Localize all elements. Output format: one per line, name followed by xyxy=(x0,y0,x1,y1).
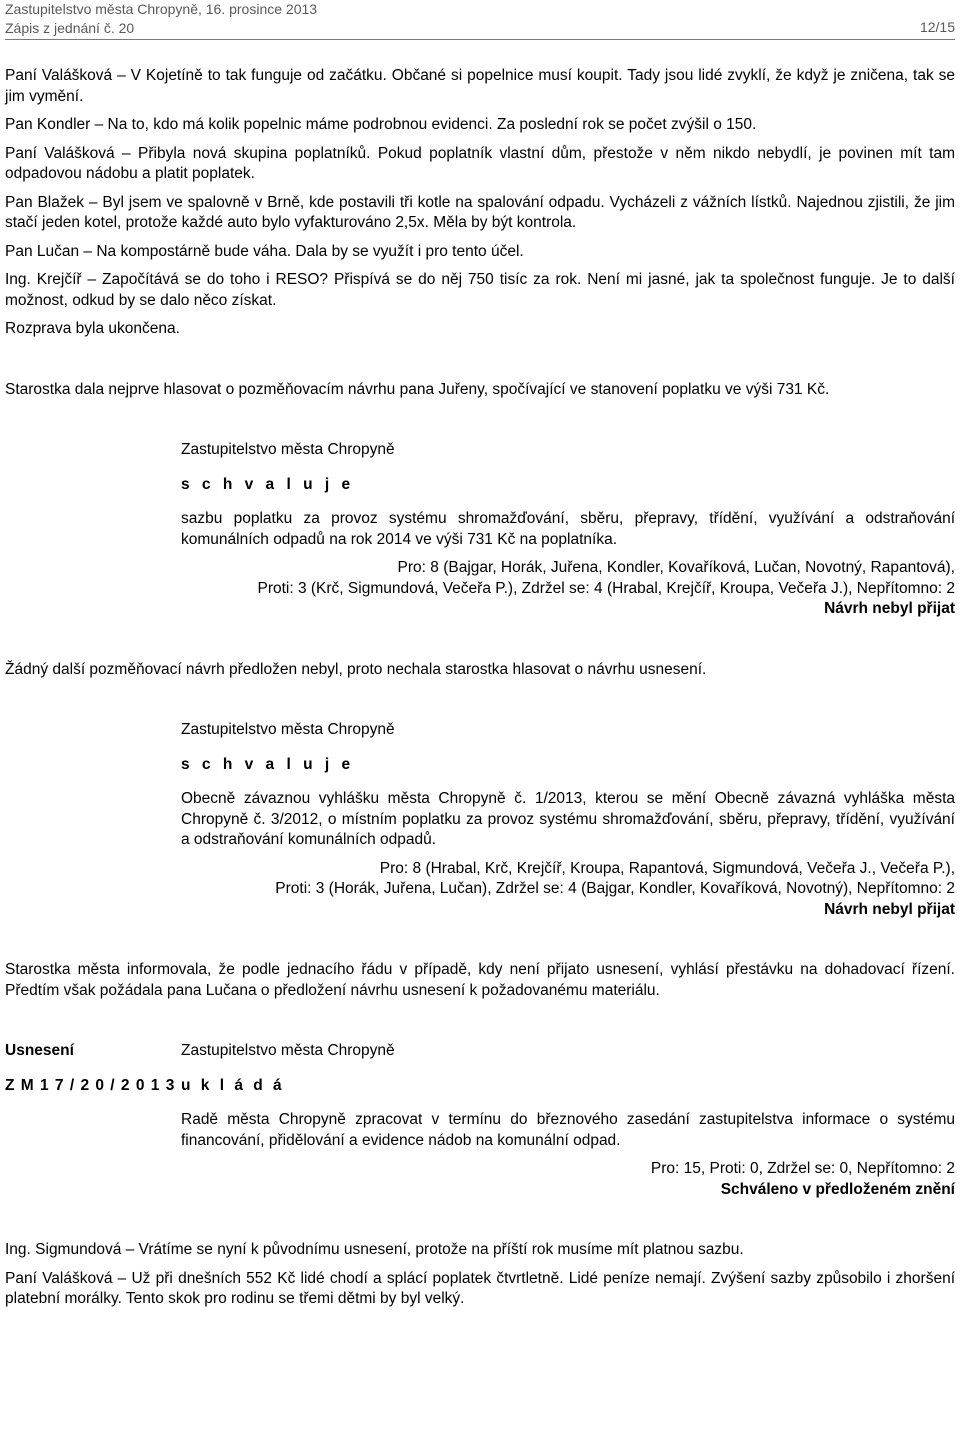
resolution-label: Usnesení xyxy=(5,1042,74,1059)
resolution-verb: u k l á d á xyxy=(181,1076,285,1094)
vote-intro: Starostka dala nejprve hlasovat o pozměňovacím návrhu pana Juřeny, spočívající ve stanovení poplatku ve výši 731 Kč. xyxy=(5,380,830,398)
decision-outcome: Návrh nebyl přijat xyxy=(824,900,955,918)
decision-org: Zastupitelstvo města Chropyně xyxy=(181,441,395,458)
resolution-outcome: Schváleno v předloženém znění xyxy=(720,1180,955,1198)
closing-paragraph: Ing. Sigmundová – Vrátíme se nyní k původnímu usnesení, protože na příští rok musíme mít platnou sazbu. xyxy=(5,1241,744,1258)
decision-org: Zastupitelstvo města Chropyně xyxy=(181,721,395,738)
discussion-paragraph: Pan Blažek – Byl jsem ve spalovně v Brně, kde postavili tři kotle na spalování odpadu. Vycházeli z vážních lístků. Najednou zjistili, že jim stačí jeden kotel, protože každé auto bylo vyfakturováno 2,5x. Měla by být kontrola. xyxy=(5,193,955,231)
closing-paragraph: Paní Valášková – Už při dnešních 552 Kč lidé chodí a splácí poplatek čtvrtletně. Lidé peníze nemají. Zvýšení sazby způsobilo i zhoršení platební morálky. Tento skok pro rodinu se třemi dětmi by byl velký. xyxy=(5,1269,955,1307)
discussion-paragraph: Paní Valášková – V Kojetíně to tak funguje od začátku. Občané si popelnice musí koupit. Tady jsou lidé zvyklí, že když je zničena, tak se jim vymění. xyxy=(5,67,955,105)
decision-outcome: Návrh nebyl přijat xyxy=(824,600,955,617)
discussion-paragraph: Ing. Krejčíř – Započítává se do toho i RESO? Přispívá se do něj 750 tisíc za rok. Není mi jasné, jak ta společnost funguje. Je to další možnost, odkud by se dalo něco získat. xyxy=(5,271,955,309)
vote-intro: Žádný další pozměňovací návrh předložen nebyl, proto nechala starostka hlasovat o návrhu usnesení. xyxy=(5,660,707,678)
vote-result-against: Proti: 3 (Krč, Sigmundová, Večeřa P.), Zdržel se: 4 (Hrabal, Krejčíř, Kroupa, Večeřa J.), Nepřítomno: 2 xyxy=(257,579,955,597)
decision-text: Obecně závaznou vyhlášku města Chropyně č. 1/2013, kterou se mění Obecně závazná vyhláška města Chropyně č. 3/2012, o místním poplatku za provoz systému shromažďování, sběru, přepravy, třídění, využívání a odstraňování komunálních odpadů. xyxy=(181,790,955,848)
discussion-paragraph: Pan Lučan – Na kompostárně bude váha. Dala by se využít i pro tento účel. xyxy=(5,242,524,260)
decision-text: sazbu poplatku za provoz systému shromažďování, sběru, přepravy, třídění, využívání a odstraňování komunálních odpadů na rok 2014 ve výši 731 Kč na poplatníka. xyxy=(181,510,955,548)
resolution-block xyxy=(5,1041,955,1200)
header-title: Zastupitelstvo města Chropyně, 16. prosince 2013 xyxy=(5,1,318,17)
decision-verb: s c h v a l u j e xyxy=(181,475,355,493)
decision-block xyxy=(5,440,955,620)
vote-result-for: Pro: 8 (Bajgar, Horák, Juřena, Kondler, Kovaříková, Lučan, Novotný, Rapantová), xyxy=(397,559,955,576)
discussion-closed: Rozprava byla ukončena. xyxy=(5,320,180,337)
resolution-org: Zastupitelstvo města Chropyně xyxy=(181,1042,395,1059)
page-header xyxy=(5,0,955,40)
resolution-text: Radě města Chropyně zpracovat v termínu do březnového zasedání zastupitelstva informace o systému financování, přidělování a evidence nádob na komunální odpad. xyxy=(181,1111,955,1149)
discussion-paragraph: Pan Kondler – Na to, kdo má kolik popelnic máme podrobnou evidenci. Za poslední rok se počet zvýšil o 150. xyxy=(5,116,757,133)
decision-block xyxy=(5,720,955,920)
vote-result-against: Proti: 3 (Horák, Juřena, Lučan), Zdržel se: 4 (Bajgar, Kondler, Kovaříková, Novotný), Nepřítomno: 2 xyxy=(275,880,955,897)
page-number: 12/15 xyxy=(919,19,955,35)
header-subtitle: Zápis z jednání č. 20 xyxy=(5,20,135,36)
decision-verb: s c h v a l u j e xyxy=(181,755,355,773)
resolution-code: Z M 1 7 / 2 0 / 2 0 1 3 xyxy=(5,1076,176,1094)
resolution-vote: Pro: 15, Proti: 0, Zdržel se: 0, Nepřítomno: 2 xyxy=(650,1160,955,1177)
header-rule xyxy=(5,39,955,40)
discussion-paragraph: Paní Valášková – Přibyla nová skupina poplatníků. Pokud poplatník vlastní dům, přestože v něm nikdo nebydlí, je povinen mít tam odpadovou nádobu a platit poplatek. xyxy=(5,144,955,182)
vote-result-for: Pro: 8 (Hrabal, Krč, Krejčíř, Kroupa, Rapantová, Sigmundová, Večeřa J., Večeřa P.), xyxy=(379,859,955,877)
document-body xyxy=(5,66,955,1310)
pause-announcement: Starostka města informovala, že podle jednacího řádu v případě, kdy není přijato usnesení, vyhlásí přestávku na dohadovací řízení. Předtím však požádala pana Lučana o předložení návrhu usnesení k požadovanému materiálu. xyxy=(5,961,955,999)
